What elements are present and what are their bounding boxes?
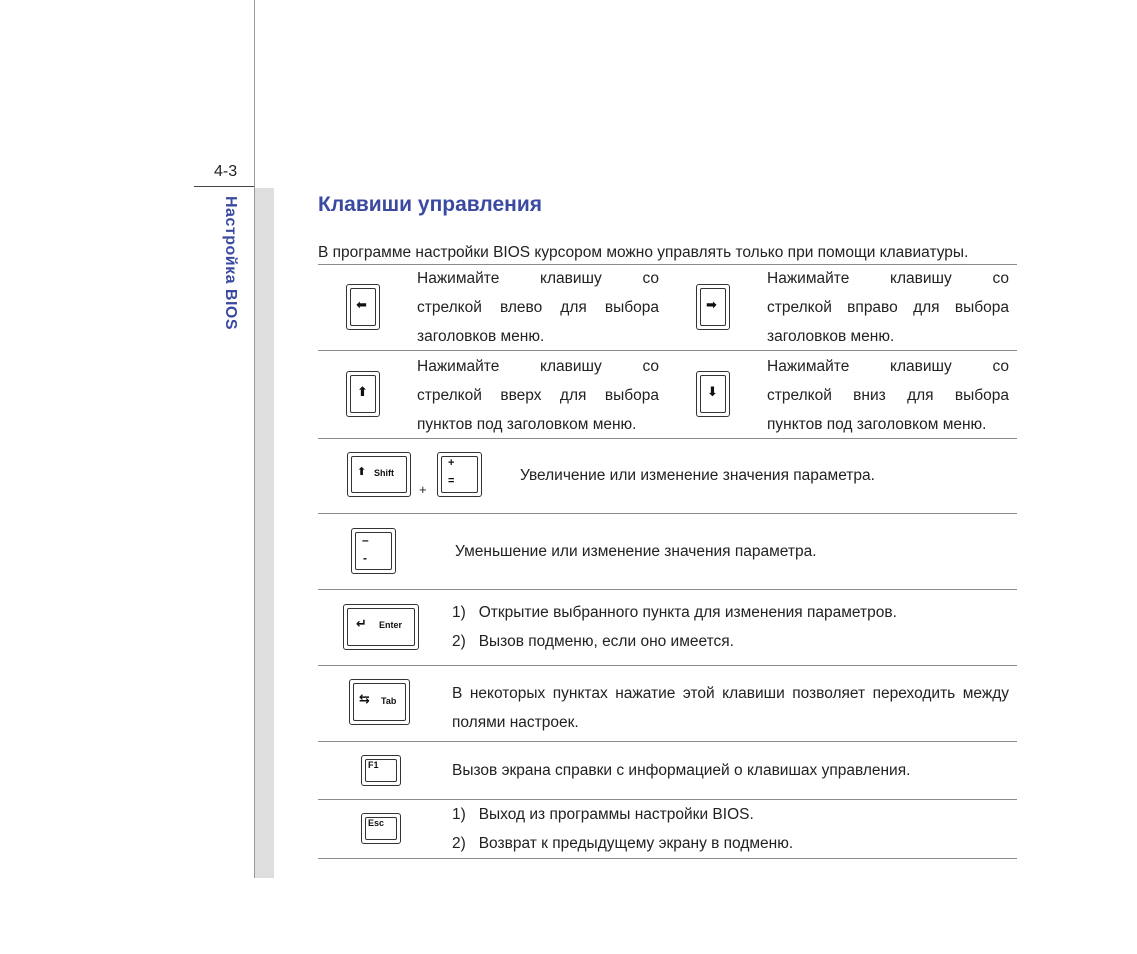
table-rule bbox=[318, 513, 1017, 514]
right-arrow-description: Нажимайте клавишу со стрелкой вправо для выбора заголовков меню. bbox=[767, 270, 1009, 345]
page-number: 4-3 bbox=[214, 163, 238, 180]
arrow-up-icon: ⬆ bbox=[357, 384, 368, 399]
arrow-down-icon: ⬇ bbox=[707, 384, 718, 399]
table-rule bbox=[318, 665, 1017, 666]
plus-key-bottom: = bbox=[448, 475, 455, 487]
list-item: 2) Возврат к предыдущему экрану в подменю. bbox=[452, 835, 794, 852]
right-arrow-key bbox=[696, 284, 730, 330]
plus-equals-key bbox=[437, 452, 482, 497]
enter-description bbox=[452, 598, 897, 656]
minus-key bbox=[351, 528, 396, 574]
esc-key-label: Esc bbox=[368, 818, 385, 828]
arrow-right-icon: ➡ bbox=[706, 297, 717, 312]
tab-description: В некоторых пунктах нажатие этой клавиши позволяет переходить между полями настроек. bbox=[452, 685, 1009, 731]
table-rule bbox=[318, 741, 1017, 742]
margin-strip bbox=[255, 188, 274, 878]
shift-arrow-icon: ⬆ bbox=[357, 466, 367, 478]
down-arrow-key bbox=[696, 371, 730, 417]
shift-key-label: Shift bbox=[374, 468, 394, 478]
esc-description bbox=[452, 800, 793, 858]
esc-key bbox=[361, 813, 401, 844]
left-arrow-description: Нажимайте клавишу со стрелкой влево для выбора заголовков меню. bbox=[417, 270, 659, 345]
list-item: 1) Выход из программы настройки BIOS. bbox=[452, 806, 754, 823]
plus-description: Увеличение или изменение значения параметра. bbox=[520, 467, 875, 484]
list-item: 1) Открытие выбранного пункта для изменения параметров. bbox=[452, 604, 897, 621]
up-arrow-description: Нажимайте клавишу со стрелкой вверх для выбора пунктов под заголовком меню. bbox=[417, 358, 659, 433]
page-number-rule bbox=[194, 186, 254, 187]
minus-description: Уменьшение или изменение значения параметра. bbox=[455, 543, 817, 560]
enter-key-label: Enter bbox=[379, 620, 403, 630]
up-arrow-key bbox=[346, 371, 380, 417]
plus-sign: + bbox=[419, 482, 427, 497]
page-heading: Клавиши управления bbox=[318, 193, 542, 216]
enter-arrow-icon: ↵ bbox=[356, 616, 367, 631]
side-section-title: Настройка BIOS bbox=[222, 196, 239, 331]
list-item: 2) Вызов подменю, если оно имеется. bbox=[452, 633, 734, 650]
tab-key-label: Tab bbox=[381, 696, 397, 706]
minus-key-bottom: - bbox=[363, 551, 367, 565]
plus-key-top: + bbox=[448, 457, 455, 469]
shift-key bbox=[347, 452, 411, 497]
tab-key bbox=[349, 679, 410, 725]
minus-key-top: – bbox=[362, 533, 369, 547]
f1-key bbox=[361, 755, 401, 786]
table-rule bbox=[318, 858, 1017, 859]
f1-description: Вызов экрана справки с информацией о клавишах управления. bbox=[452, 762, 911, 779]
intro-text: В программе настройки BIOS курсором можно управлять только при помощи клавиатуры. bbox=[318, 244, 969, 261]
table-rule bbox=[318, 589, 1017, 590]
down-arrow-description: Нажимайте клавишу со стрелкой вниз для выбора пунктов под заголовком меню. bbox=[767, 358, 1009, 433]
enter-key bbox=[343, 604, 419, 650]
left-arrow-key bbox=[346, 284, 380, 330]
f1-key-label: F1 bbox=[368, 760, 379, 770]
tab-arrows-icon: ⇆ bbox=[359, 691, 370, 706]
arrow-left-icon: ⬅ bbox=[356, 297, 367, 312]
